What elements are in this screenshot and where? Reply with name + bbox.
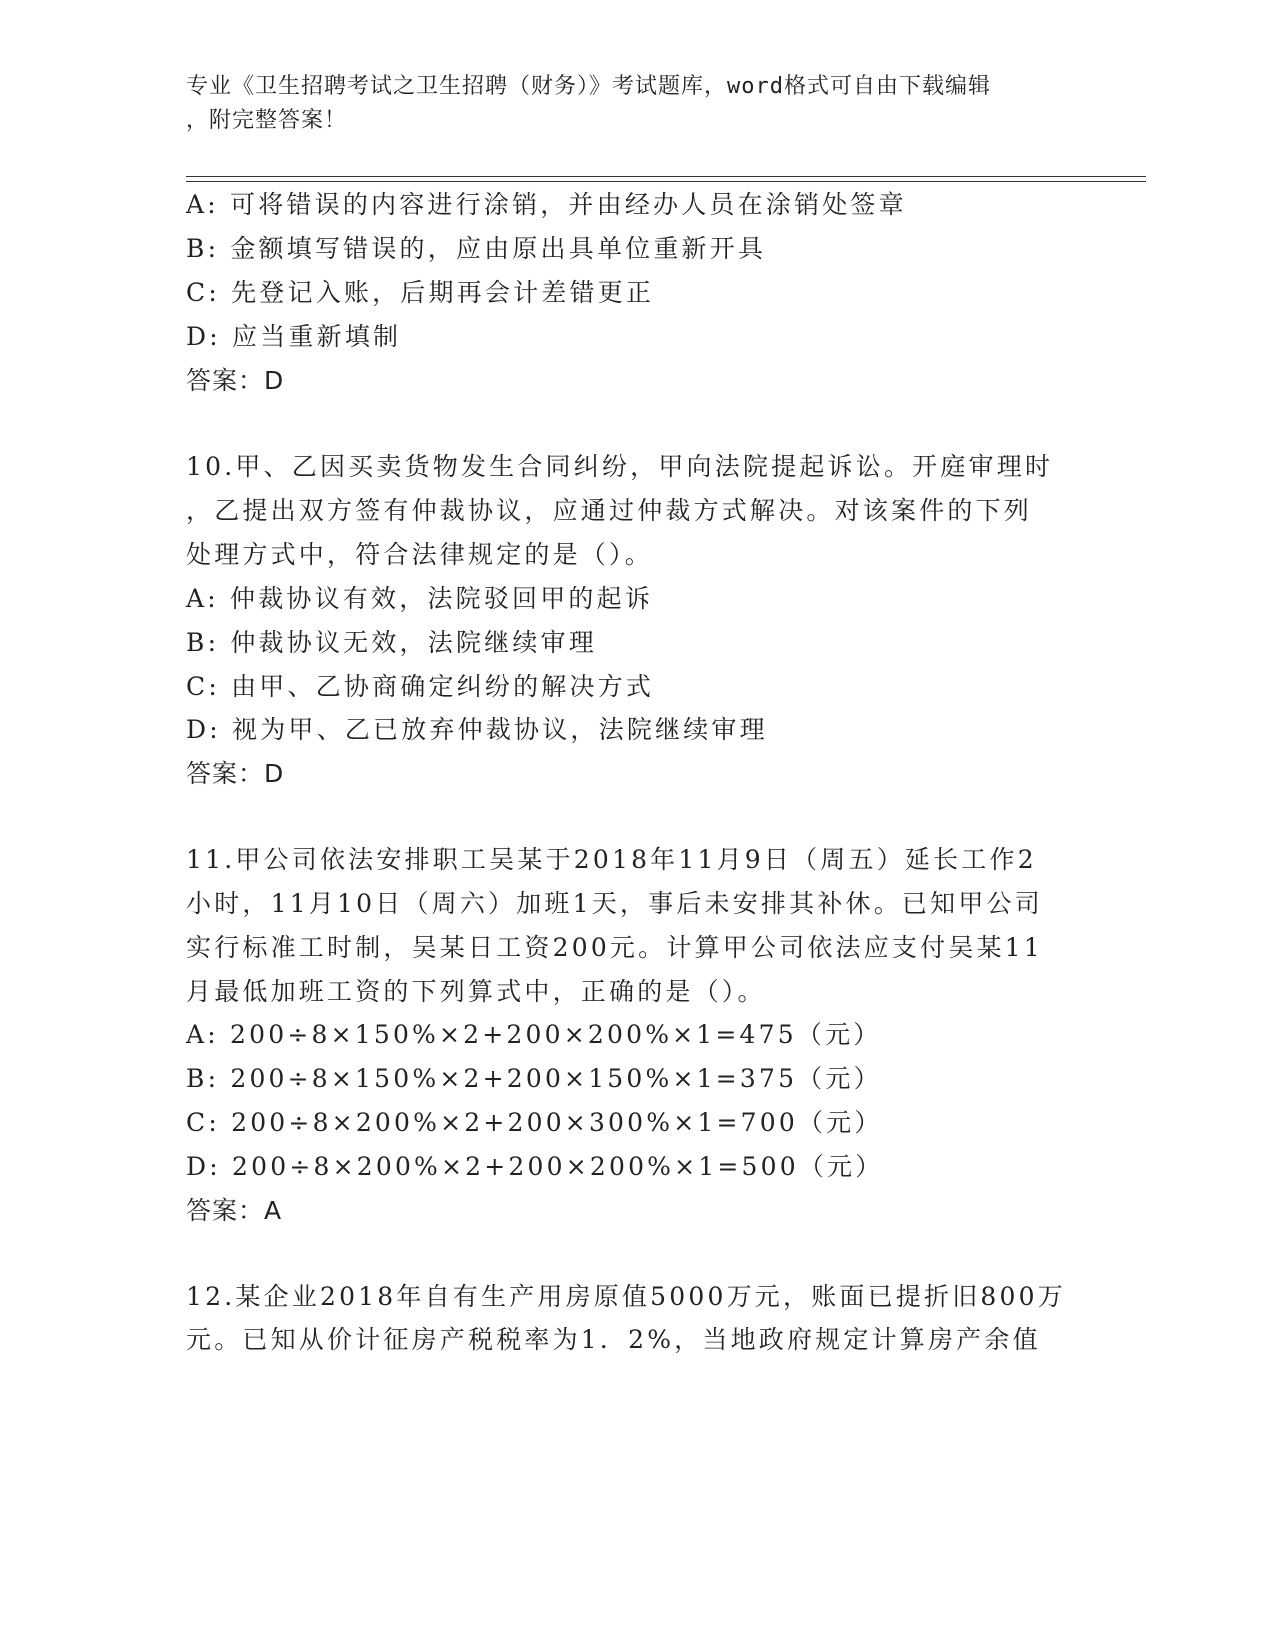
q9-option-c: C: 先登记入账，后期再会计差错更正 — [186, 278, 655, 307]
q9-option-a: A: 可将错误的内容进行涂销，并由经办人员在涂销处签章 — [186, 190, 907, 219]
header-line-1: 专业《卫生招聘考试之卫生招聘（财务）》考试题库，word格式可自由下载编辑 — [186, 74, 991, 99]
q11-option-c: C: 200÷8×200%×2+200×300%×1=700（元） — [186, 1108, 883, 1137]
q11-stem-line-4: 月最低加班工资的下列算式中，正确的是（）。 — [186, 977, 766, 1006]
q11-option-d: D: 200÷8×200%×2+200×200%×1=500（元） — [186, 1152, 884, 1181]
q10-answer: 答案：D — [186, 759, 285, 788]
q12-stem-line-2: 元。已知从价计征房产税税率为1．2%，当地政府规定计算房产余值 — [186, 1325, 1041, 1354]
q11-stem-line-1: 11.甲公司依法安排职工吴某于2018年11月9日（周五）延长工作2 — [186, 845, 1037, 874]
q10-stem-line-2: ，乙提出双方签有仲裁协议，应通过仲裁方式解决。对该案件的下列 — [186, 496, 1033, 525]
q9-option-d: D: 应当重新填制 — [186, 322, 402, 351]
q10-option-d: D: 视为甲、乙已放弃仲裁协议，法院继续审理 — [186, 715, 768, 744]
document-header — [186, 70, 1066, 138]
q10-option-a: A: 仲裁协议有效，法院驳回甲的起诉 — [186, 584, 654, 613]
q10-option-c: C: 由甲、乙协商确定纠纷的解决方式 — [186, 672, 655, 701]
q11-stem-line-3: 实行标准工时制，吴某日工资200元。计算甲公司依法应支付吴某11 — [186, 933, 1043, 962]
q10-option-b: B: 仲裁协议无效，法院继续审理 — [186, 628, 597, 657]
q11-option-a: A: 200÷8×150%×2+200×200%×1=475（元） — [186, 1020, 882, 1049]
q9-option-b: B: 金额填写错误的，应由原出具单位重新开具 — [186, 234, 767, 263]
header-divider-bottom — [186, 181, 1146, 182]
q11-stem-line-2: 小时，11月10日（周六）加班1天，事后未安排其补休。已知甲公司 — [186, 889, 1043, 918]
q9-answer: 答案：D — [186, 366, 285, 395]
header-line-2: ，附完整答案！ — [186, 108, 348, 133]
q10-stem-line-3: 处理方式中，符合法律规定的是（）。 — [186, 540, 653, 569]
header-divider-top — [186, 176, 1146, 177]
q11-option-b: B: 200÷8×150%×2+200×150%×1=375（元） — [186, 1064, 882, 1093]
q11-answer: 答案：A — [186, 1196, 283, 1225]
q12-stem-line-1: 12.某企业2018年自有生产用房原值5000万元，账面已提折旧800万 — [186, 1282, 1066, 1311]
q10-stem-line-1: 10.甲、乙因买卖货物发生合同纠纷，甲向法院提起诉讼。开庭审理时 — [186, 452, 1054, 481]
